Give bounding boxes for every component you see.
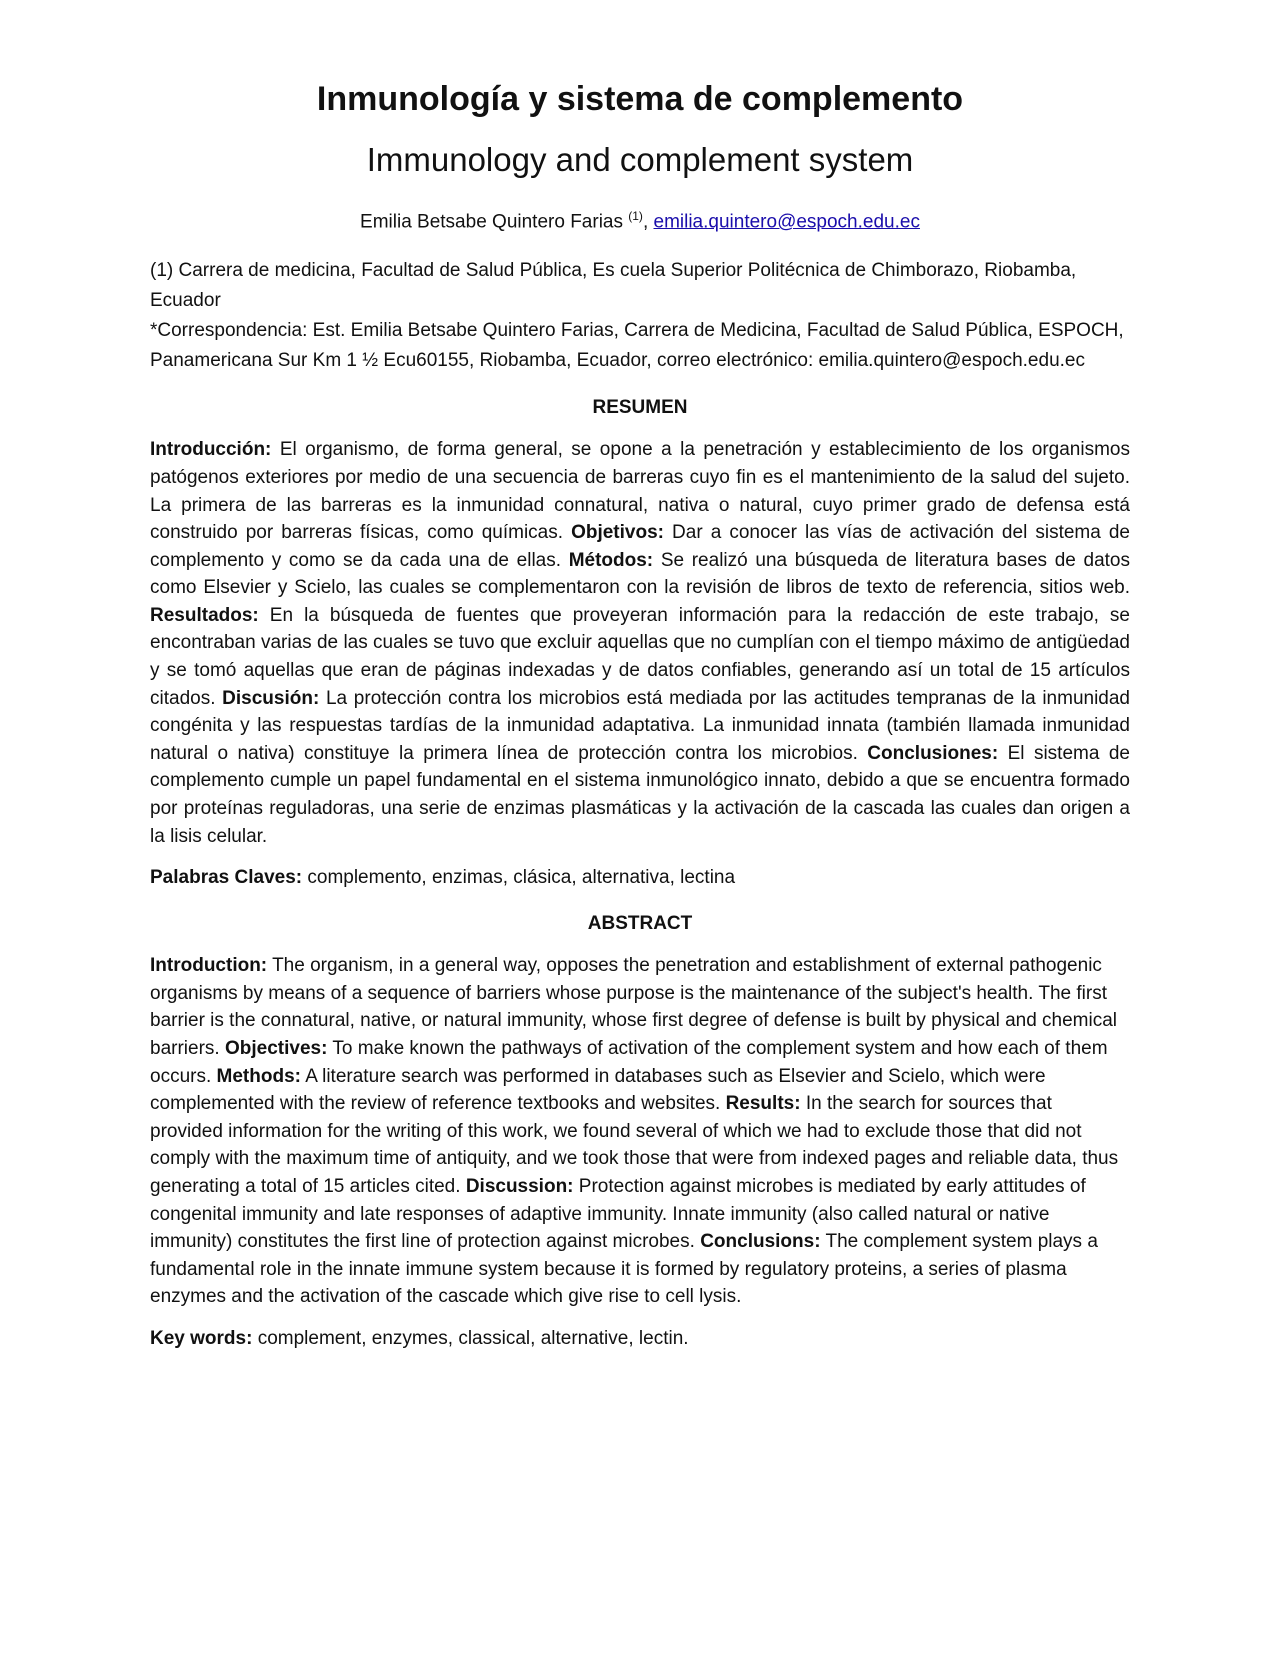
resumen-keywords-label: Palabras Claves: bbox=[150, 867, 303, 889]
abstract-objectives-text: To make known the pathways of activation of the complement system and how each of them occurs. bbox=[150, 1038, 1108, 1087]
resumen-intro-label: Introducción: bbox=[150, 439, 272, 461]
abstract-keywords-text: complement, enzymes, classical, alternative, lectin. bbox=[252, 1327, 689, 1349]
abstract-paragraph bbox=[150, 952, 1130, 1311]
resumen-objectives-text: Dar a conocer las vías de activación del sistema de complemento y como se da cada una de ellas. bbox=[150, 522, 1130, 571]
resumen-keywords bbox=[150, 864, 1130, 892]
abstract-intro-text: The organism, in a general way, opposes the penetration and establishment of external pathogenic organisms by means of a sequence of barriers whose purpose is the maintenance of the subject's health. The first barrier is the connatural, native, or natural immunity, whose first degree of defense is built by physical and chemical barriers. bbox=[150, 955, 1118, 1060]
affiliation-block bbox=[150, 256, 1130, 376]
abstract-discussion-text: Protection against microbes is mediated by early attitudes of congenital immunity and late responses of adaptive immunity. Innate immunity (also called natural or native immunity) constitutes the first line of protection against microbes. bbox=[150, 1175, 1086, 1253]
resumen-conclusions-label: Conclusiones: bbox=[867, 742, 999, 764]
resumen-methods-text: Se realizó una búsqueda de literatura bases de datos como Elsevier y Scielo, las cuales se complementaron con la revisión de libros de texto de referencia, sitios web. bbox=[150, 549, 1130, 599]
paper-subtitle: Immunology and complement system bbox=[366, 141, 914, 178]
affiliation-line: (1) Carrera de medicina, Facultad de Salud Pública, Es cuela Superior Politécnica de Chimborazo, Riobamba, Ecuador bbox=[150, 260, 1077, 312]
resumen-results-text: En la búsqueda de fuentes que proveyeran información para la redacción de este trabajo, se encontraban varias de las cuales se tuvo que excluir aquellas que no cumplían con el tiempo máximo de antigüedad y se tomó aquellas que eran de páginas indexadas y de datos confiables, generando así un total de 15 artículos citados. bbox=[150, 604, 1130, 709]
author-name: Emilia Betsabe Quintero Farias bbox=[360, 211, 623, 233]
author-affiliation-mark: (1) bbox=[628, 209, 643, 223]
abstract-objectives-label: Objectives: bbox=[224, 1038, 328, 1060]
abstract-methods-label: Methods: bbox=[216, 1065, 301, 1087]
paper-title: Inmunología y sistema de complemento bbox=[316, 80, 964, 118]
author-separator: , bbox=[642, 211, 654, 233]
resumen-intro-text: El organismo, de forma general, se opone a la penetración y establecimiento de los organismos patógenos exteriores por medio de una secuencia de barreras cuyo fin es el mantenimiento de la salud del sujeto. La primera de las barreras es la inmunidad connatural, nativa o natural, cuyo primer grado de defensa está construido por barreras físicas, como químicas. bbox=[150, 439, 1130, 544]
resumen-discussion-label: Discusión: bbox=[222, 687, 320, 709]
author-line bbox=[150, 202, 1130, 236]
author-email-link[interactable]: emilia.quintero@espoch.edu.ec bbox=[653, 211, 920, 233]
abstract-results-text: In the search for sources that provided information for the writing of this work, we found several of which we had to exclude those that did not comply with the maximum time of antiquity, and we took those that were from indexed pages and reliable data, thus generating a total of 15 articles cited. bbox=[150, 1093, 1119, 1197]
resumen-conclusions-text: El sistema de complemento cumple un papel fundamental en el sistema inmunológico innato, debido a que se encuentra formado por proteínas reguladoras, una serie de enzimas plasmáticas y la activación de la cascada las cuales dan origen a la lisis celular. bbox=[150, 742, 1130, 847]
resumen-paragraph bbox=[150, 436, 1130, 850]
abstract-keywords bbox=[150, 1325, 1130, 1353]
resumen-heading: RESUMEN bbox=[592, 397, 688, 419]
abstract-heading: ABSTRACT bbox=[587, 913, 693, 935]
resumen-discussion-text: La protección contra los microbios está mediada por las actitudes tempranas de la inmunidad congénita y las respuestas tardías de la inmunidad adaptativa. La inmunidad innata (también llamada inmunidad natural o nativa) constituye la primera línea de protección contra los microbios. bbox=[150, 687, 1130, 764]
abstract-keywords-label: Key words: bbox=[150, 1327, 253, 1349]
correspondence-line: *Correspondencia: Est. Emilia Betsabe Quintero Farias, Carrera de Medicina, Facultad de Salud Pública, ESPOCH, Panamericana Sur Km 1 ½ Ecu60155, Riobamba, Ecuador, correo electrónico: emilia.quintero@espoch.edu.ec bbox=[150, 320, 1124, 372]
abstract-results-label: Results: bbox=[725, 1093, 801, 1115]
abstract-intro-label: Introduction: bbox=[150, 955, 268, 977]
resumen-results-label: Resultados: bbox=[150, 604, 259, 626]
abstract-methods-text: A literature search was performed in databases such as Elsevier and Scielo, which were complemented with the review of reference textbooks and websites. bbox=[150, 1065, 1046, 1115]
abstract-conclusions-label: Conclusions: bbox=[700, 1231, 821, 1253]
abstract-discussion-label: Discussion: bbox=[465, 1175, 574, 1197]
abstract-conclusions-text: The complement system plays a fundamental role in the innate immune system because it is formed by regulatory proteins, a series of plasma enzymes and the activation of the cascade which give rise to cell lysis. bbox=[150, 1231, 1098, 1308]
resumen-methods-label: Métodos: bbox=[568, 549, 654, 571]
resumen-objectives-label: Objetivos: bbox=[571, 522, 664, 544]
resumen-keywords-text: complemento, enzimas, clásica, alternativa, lectina bbox=[302, 867, 736, 889]
